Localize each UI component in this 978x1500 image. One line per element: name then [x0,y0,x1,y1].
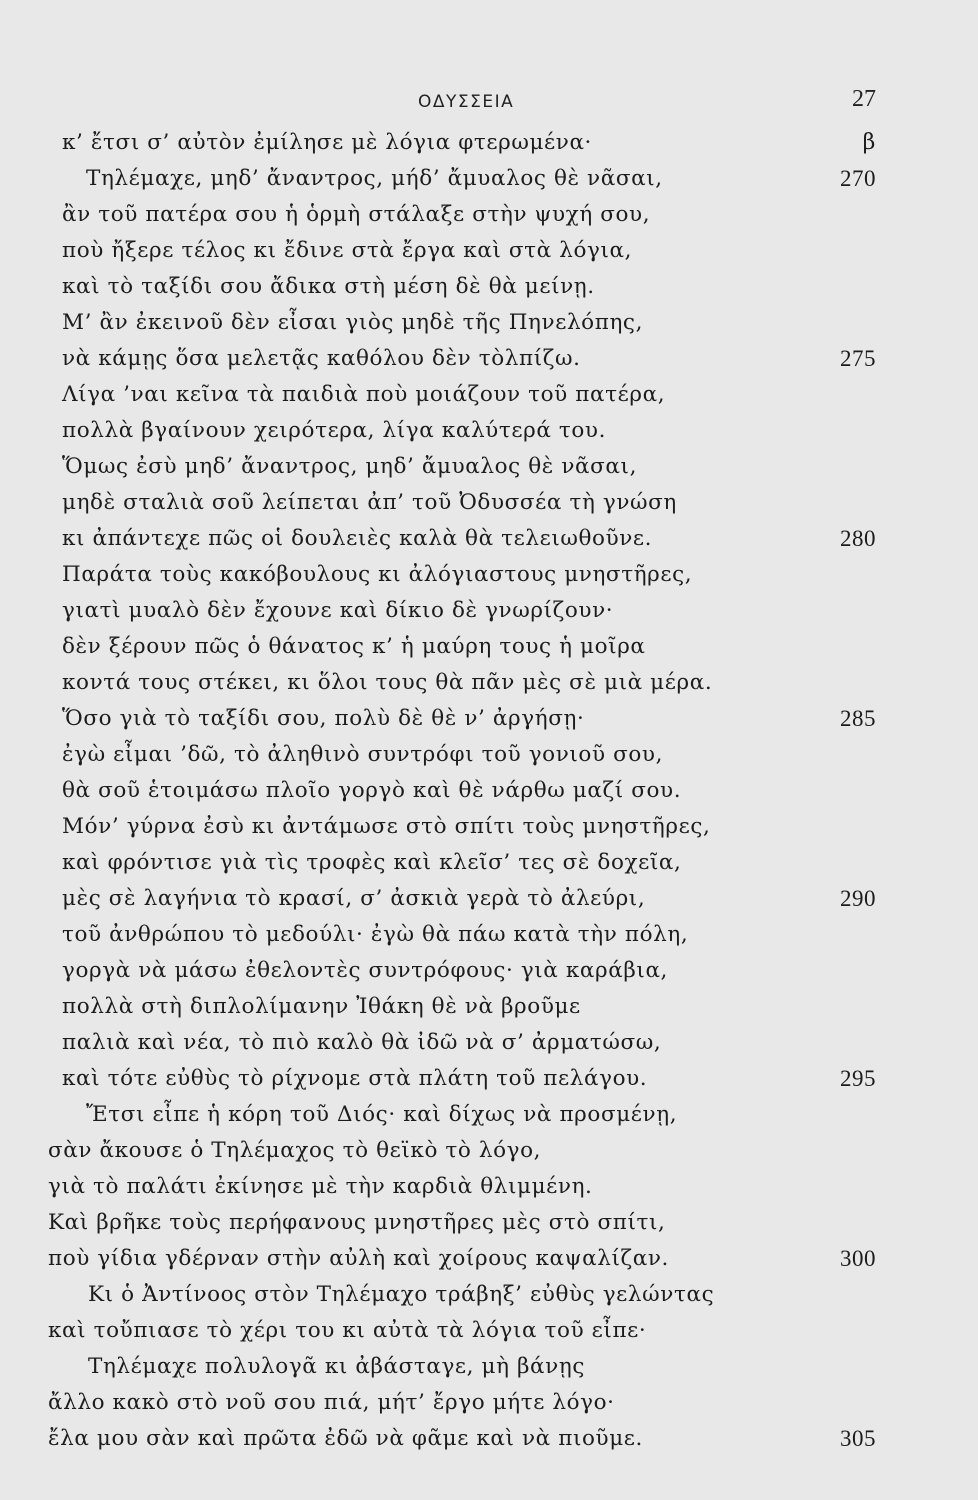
page-number: 27 [852,86,876,112]
verse-text: κι ἀπάντεχε πῶς οἱ δουλειὲς καλὰ θὰ τελειωθοῦνε. [62,526,653,551]
verse-text: σὰν ἄκουσε ὁ Τηλέμαχος τὸ θεϊκὸ τὸ λόγο, [48,1138,542,1163]
verse-text: Μόν’ γύρνα ἐσὺ κι ἀντάμωσε στὸ σπίτι τοὺς μνηστῆρες, [62,814,711,839]
verse-text: νὰ κάμῃς ὅσα μελετᾷς καθόλου δὲν τὸλπίζω. [62,346,581,371]
verse-text: καὶ τότε εὐθὺς τὸ ρίχνομε στὰ πλάτη τοῦ πελάγου. [62,1066,648,1091]
verse-text: γιὰ τὸ παλάτι ἐκίνησε μὲ τὴν καρδιὰ θλιμμένη. [48,1174,593,1199]
book-marker: β [862,130,876,155]
verse-line [0,989,978,1025]
verse-line [0,1205,978,1241]
verse-text: Λίγα ’ναι κεῖνα τὰ παιδιὰ ποὺ μοιάζουν τοῦ πατέρα, [62,382,666,407]
verse-line [0,1097,978,1133]
line-number: 270 [840,166,876,191]
line-number: 300 [840,1246,876,1271]
verse-line [0,593,978,629]
verse-line [0,1061,978,1097]
poem-text [0,125,978,1457]
verse-text: πολλὰ στὴ διπλολίμανην Ἰθάκη θὲ νὰ βροῦμε [62,994,581,1019]
verse-line [0,1169,978,1205]
verse-text: ἐγὼ εἶμαι ’δῶ, τὸ ἀληθινὸ συντρόφι τοῦ γονιοῦ σου, [62,742,663,767]
verse-text: τοῦ ἀνθρώπου τὸ μεδούλι· ἐγὼ θὰ πάω κατὰ τὴν πόλη, [62,922,689,947]
verse-text: Ὅμως ἐσὺ μηδ’ ἄναντρος, μηδ’ ἄμυαλος θὲ νᾶσαι, [62,454,638,479]
verse-text: Ἔτσι εἶπε ἡ κόρη τοῦ Διός· καὶ δίχως νὰ προσμένῃ, [86,1102,678,1127]
verse-line [0,701,978,737]
line-number: 285 [840,706,876,731]
verse-text: ἄλλο κακὸ στὸ νοῦ σου πιά, μήτ’ ἔργο μήτε λόγο· [48,1390,615,1415]
verse-text: γιατὶ μυαλὸ δὲν ἔχουνε καὶ δίκιο δὲ γνωρίζουν· [62,598,614,623]
verse-line [0,1313,978,1349]
verse-text: δὲν ξέρουν πῶς ὁ θάνατος κ’ ἡ μαύρη τους ἡ μοῖρα [62,634,646,659]
verse-text: ποὺ ἤξερε τέλος κι ἔδινε στὰ ἔργα καὶ στὰ λόγια, [62,238,633,263]
verse-line [0,953,978,989]
verse-line [0,269,978,305]
verse-line [0,1421,978,1457]
verse-line [0,629,978,665]
verse-line [0,737,978,773]
line-number: 295 [840,1066,876,1091]
verse-line [0,341,978,377]
verse-line [0,1025,978,1061]
verse-line [0,161,978,197]
verse-line [0,809,978,845]
verse-text: παλιὰ καὶ νέα, τὸ πιὸ καλὸ θὰ ἰδῶ νὰ σ’ ἀρματώσω, [62,1030,662,1055]
verse-line [0,773,978,809]
running-head [0,88,978,118]
verse-text: ποὺ γίδια γδέρναν στὴν αὐλὴ καὶ χοίρους καψαλίζαν. [48,1246,669,1271]
verse-line [0,485,978,521]
line-number: 305 [840,1426,876,1451]
verse-text: Τηλέμαχε πολυλογᾶ κι ἀβάσταγε, μὴ βάνῃς [88,1354,585,1379]
verse-line [0,377,978,413]
verse-text: καὶ φρόντισε γιὰ τὶς τροφὲς καὶ κλεῖσ’ τες σὲ δοχεῖα, [62,850,682,875]
verse-line [0,125,978,161]
verse-line [0,1385,978,1421]
verse-text: πολλὰ βγαίνουν χειρότερα, λίγα καλύτερά του. [62,418,607,443]
verse-text: γοργὰ νὰ μάσω ἐθελοντὲς συντρόφους· γιὰ καράβια, [62,958,668,983]
verse-line [0,1133,978,1169]
verse-text: Ὅσο γιὰ τὸ ταξίδι σου, πολὺ δὲ θὲ ν’ ἀργήσῃ· [62,706,585,731]
verse-text: καὶ τοὔπιασε τὸ χέρι του κι αὐτὰ τὰ λόγια τοῦ εἶπε· [48,1318,647,1343]
verse-text: ἔλα μου σὰν καὶ πρῶτα ἐδῶ νὰ φᾶμε καὶ νὰ πιοῦμε. [48,1426,643,1451]
verse-text: Κι ὁ Ἀντίνοος στὸν Τηλέμαχο τράβηξ’ εὐθὺς γελώντας [88,1282,715,1307]
verse-text: καὶ τὸ ταξίδι σου ἄδικα στὴ μέση δὲ θὰ μείνῃ. [62,274,595,299]
verse-text: Παράτα τοὺς κακόβουλους κι ἀλόγιαστους μνηστῆρες, [62,562,693,587]
verse-line [0,305,978,341]
verse-line [0,1349,978,1385]
verse-text: μηδὲ σταλιὰ σοῦ λείπεται ἀπ’ τοῦ Ὀδυσσέα τὴ γνώση [62,490,677,515]
verse-text: μὲς σὲ λαγήνια τὸ κρασί, σ’ ἀσκιὰ γερὰ τὸ ἀλεύρι, [62,886,646,911]
verse-line [0,881,978,917]
verse-text: Μ’ ἂν ἐκεινοῦ δὲν εἶσαι γιὸς μηδὲ τῆς Πηνελόπης, [62,310,643,335]
verse-line [0,521,978,557]
verse-text: ἂν τοῦ πατέρα σου ἡ ὁρμὴ στάλαξε στὴν ψυχή σου, [62,202,651,227]
verse-line [0,845,978,881]
verse-line [0,197,978,233]
line-number: 280 [840,526,876,551]
line-number: 275 [840,346,876,371]
verse-text: κ’ ἔτσι σ’ αὐτὸν ἐμίλησε μὲ λόγια φτερωμένα· [62,130,592,155]
verse-line [0,665,978,701]
verse-line [0,413,978,449]
verse-line [0,233,978,269]
verse-line [0,1241,978,1277]
verse-line [0,449,978,485]
verse-text: Καὶ βρῆκε τοὺς περήφανους μνηστῆρες μὲς στὸ σπίτι, [48,1210,666,1235]
verse-text: Τηλέμαχε, μηδ’ ἄναντρος, μήδ’ ἄμυαλος θὲ νᾶσαι, [86,166,663,191]
verse-line [0,917,978,953]
running-head-title: ΟΔΥΣΣΕΙΑ [418,92,515,112]
verse-text: κοντά τους στέκει, κι ὅλοι τους θὰ πᾶν μὲς σὲ μιὰ μέρα. [62,670,713,695]
verse-line [0,1277,978,1313]
line-number: 290 [840,886,876,911]
verse-text: θὰ σοῦ ἑτοιμάσω πλοῖο γοργὸ καὶ θὲ νάρθω μαζί σου. [62,778,682,803]
verse-line [0,557,978,593]
